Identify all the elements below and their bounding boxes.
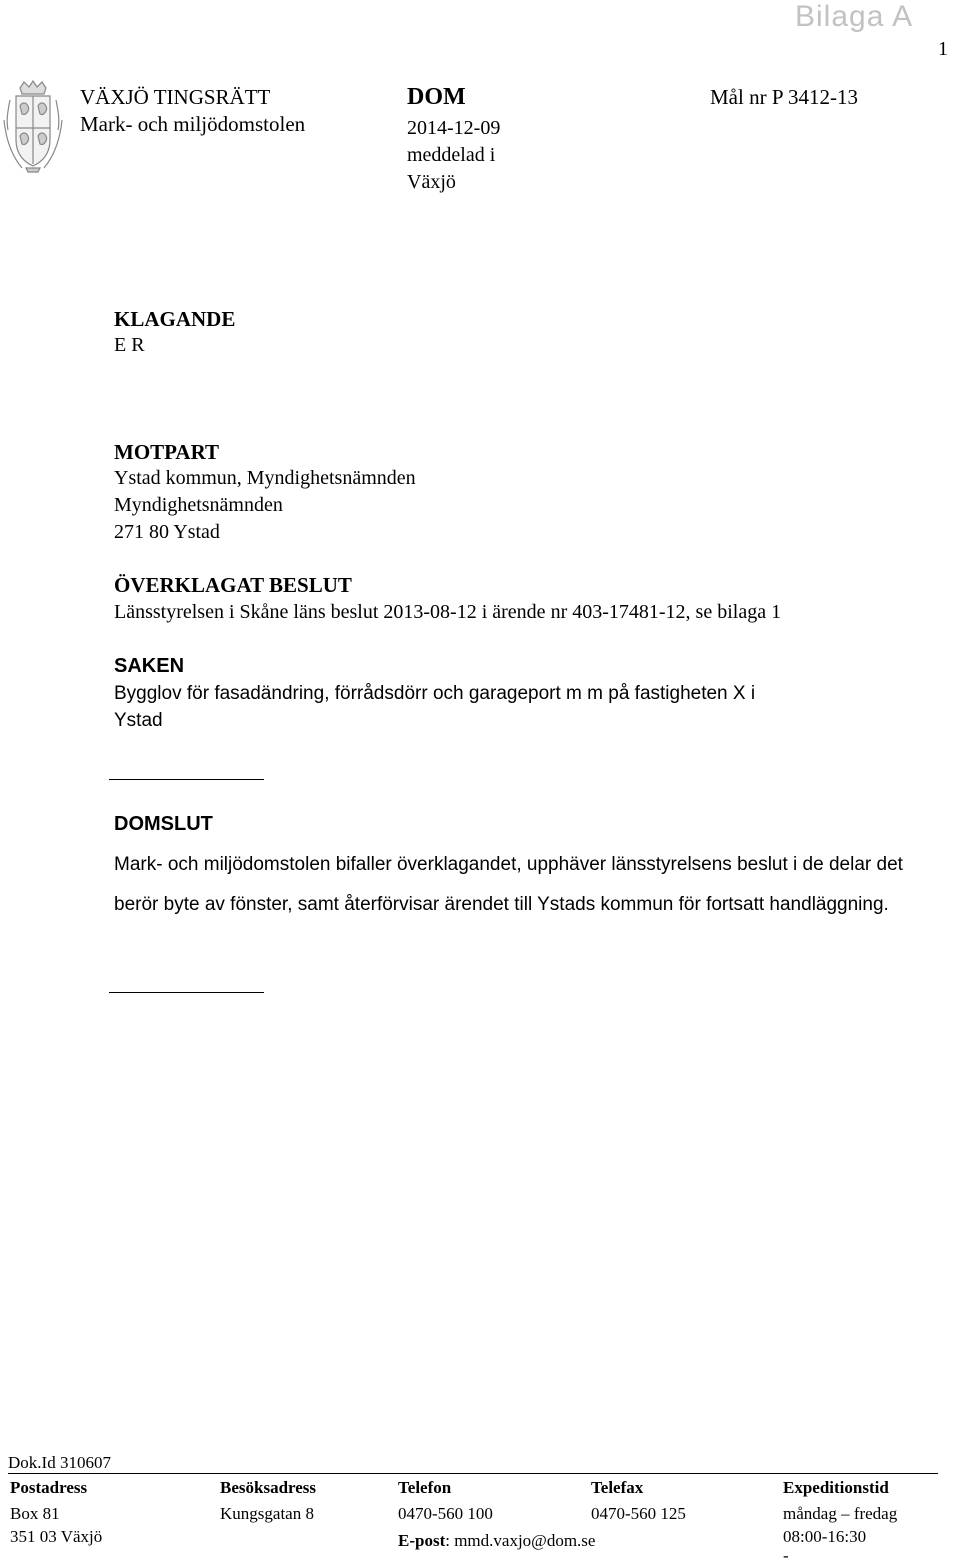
- document-type: DOM: [407, 84, 466, 110]
- fax-number: 0470-560 125: [591, 1504, 686, 1523]
- appellant-name: E R: [114, 334, 145, 356]
- opening-hours-extra: -: [783, 1546, 789, 1565]
- ruling-heading: DOMSLUT: [114, 813, 213, 835]
- counterparty-heading: MOTPART: [114, 440, 220, 464]
- counterparty-line: Ystad kommun, Myndighetsnämnden: [114, 467, 416, 489]
- matter-line: Ystad: [114, 710, 163, 731]
- footer-header-fax: Telefax: [591, 1478, 644, 1497]
- matter-line: Bygglov för fasadändring, förrådsdörr och garageport m m på fastigheten X i: [114, 683, 756, 704]
- counterparty-address: 271 80 Ystad: [114, 521, 220, 543]
- postal-address: Box 81: [10, 1504, 60, 1523]
- document-date: 2014-12-09: [407, 117, 501, 139]
- ruling-text: Mark- och miljödomstolen bifaller överklagandet, upphäver länsstyrelsens beslut i de delar det berör byte av fönster, samt återförvisar ärendet till Ystads kommun för fortsatt handläggning.: [114, 854, 903, 915]
- issued-place: Växjö: [407, 171, 456, 193]
- phone-number: 0470-560 100: [398, 1504, 493, 1523]
- appellant-heading: KLAGANDE: [114, 307, 236, 331]
- counterparty-line: Myndighetsnämnden: [114, 494, 283, 516]
- email-label: E-post: [398, 1531, 446, 1550]
- opening-hours: 08:00-16:30: [783, 1527, 867, 1546]
- visiting-address: Kungsgatan 8: [220, 1504, 314, 1523]
- separator-line: [109, 779, 264, 780]
- opening-days: måndag – fredag: [783, 1504, 898, 1523]
- postal-code: 351 03 Växjö: [10, 1527, 103, 1546]
- page-number: 1: [938, 38, 948, 60]
- court-name: VÄXJÖ TINGSRÄTT: [80, 85, 271, 109]
- document-id: Dok.Id 310607: [8, 1453, 111, 1472]
- email[interactable]: [398, 1531, 595, 1551]
- swedish-coat-of-arms-icon: [2, 80, 64, 174]
- footer-header-hours: Expeditionstid: [783, 1478, 889, 1497]
- watermark: Bilaga A: [795, 0, 914, 33]
- appealed-decision-text: Länsstyrelsen i Skåne läns beslut 2013-08-12 i ärende nr 403-17481-12, se bilaga 1: [114, 601, 782, 623]
- issued-label: meddelad i: [407, 144, 496, 166]
- footer-header-postal: Postadress: [10, 1478, 88, 1497]
- email-address[interactable]: : mmd.vaxjo@dom.se: [445, 1531, 596, 1550]
- footer-header-visiting: Besöksadress: [220, 1478, 317, 1497]
- case-number: Mål nr P 3412-13: [710, 85, 858, 109]
- appealed-decision-heading: ÖVERKLAGAT BESLUT: [114, 573, 352, 597]
- footer-rule: [8, 1473, 938, 1474]
- court-division: Mark- och miljödomstolen: [80, 112, 306, 136]
- footer-header-phone: Telefon: [398, 1478, 452, 1497]
- matter-heading: SAKEN: [114, 655, 185, 677]
- separator-line: [109, 992, 264, 993]
